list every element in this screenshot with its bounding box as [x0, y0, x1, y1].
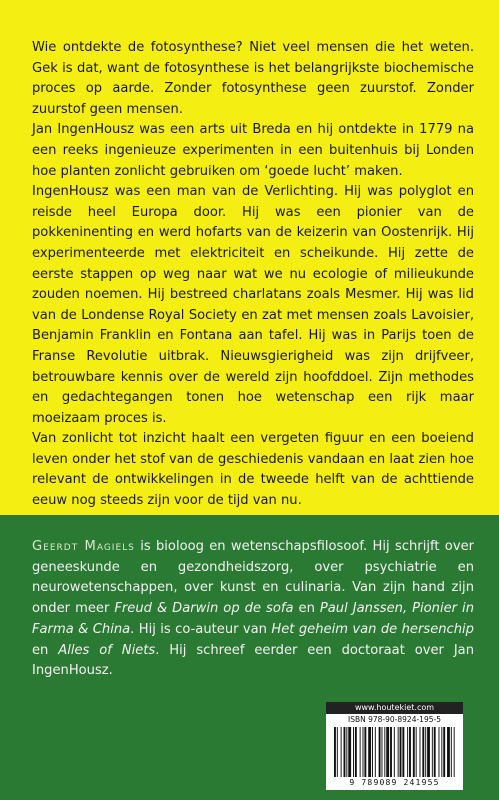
- barcode-stripe: [394, 727, 395, 777]
- author-bio-paragraph: [32, 537, 474, 682]
- bio-text-1: is bioloog en wetenschapsfilosoof. Hij schrijft over geneeskunde en gezondheidszorg, over psychiatrie en neurowetenschappen, over kunst en culinaria. Van zijn hand zijn onder meer: [32, 539, 475, 617]
- barcode-stripe: [416, 727, 417, 777]
- barcode-stripe: [386, 727, 389, 777]
- barcode-stripe: [348, 727, 351, 777]
- book-title-1: Freud & Darwin op de sofa: [114, 601, 294, 617]
- book-title-4: Alles of Niets: [58, 642, 156, 658]
- summary-paragraph-3: IngenHousz was een man van de Verlichting. Hij was polyglot en reisde heel Europa door. Hij was een pionier van de pokkeninenting en werd hofarts van de keizerin van Oostenrijk. Hij experimenteerde met elektriciteit en scheikunde. Hij zette de eerste stappen op weg naar wat we nu ecologie of milieukunde zouden noemen. Hij bestreed charlatans zoals Mesmer. Hij was lid van de Londense Royal Society en zat met mensen zoals Lavoisier, Benjamin Franklin en Fontana aan tafel. Hij was in Parijs toen de Franse Revolutie uitbrak. Nieuwsgierigheid was zijn drijfveer, betrouwbare kennis over de wereld zijn hoofddoel. Zijn methodes en gedachtegangen tonen hoe wetenschap een rijk maar moeizaam proces is.: [32, 184, 474, 426]
- barcode-digits: 9 789089 241955: [349, 778, 440, 787]
- barcode-stripe: [355, 727, 357, 777]
- barcode-stripe: [390, 727, 392, 777]
- summary-paragraph-1: Wie ontdekte de fotosynthese? Niet veel mensen die het weten. Gek is dat, want de fotosynthese is het belangrijkste biochemische proces op aarde. Zonder fotosynthese geen zuurstof. Zonder zuurstof geen mensen.: [32, 40, 474, 117]
- barcode-stripe: [447, 727, 450, 777]
- barcode-stripe: [337, 727, 338, 777]
- author-bio: [32, 537, 474, 682]
- barcode-stripe: [346, 727, 347, 777]
- barcode-stripe: [409, 727, 411, 777]
- barcode-stripe: [375, 727, 376, 777]
- author-name: Geerdt Magiels: [32, 539, 135, 554]
- barcode-stripe: [353, 727, 354, 777]
- book-title-3: Het geheim van de hersenchip: [271, 621, 474, 637]
- barcode-stripe: [364, 727, 366, 777]
- isbn-number: ISBN 978-90-8924-195-5: [348, 715, 441, 724]
- barcode-stripe: [382, 727, 383, 777]
- barcode-stripe: [439, 727, 440, 777]
- barcode-stripe: [451, 727, 452, 777]
- barcode-stripe: [413, 727, 415, 777]
- book-title-2: Paul Janssen, Pionier in Farma & China: [32, 601, 474, 637]
- barcode-stripe: [427, 727, 430, 777]
- bio-text-2: en: [293, 601, 320, 617]
- barcode-stripe: [372, 727, 373, 777]
- barcode-stripe: [368, 727, 371, 777]
- barcode-stripe: [432, 727, 433, 777]
- summary-paragraph-2: Jan IngenHousz was een arts uit Breda en hij ontdekte in 1779 na een reeks ingenieuze experimenten in een buitenhuis bij Londen hoe planten zonlicht gebruiken om ‘goede lucht’ maken.: [32, 122, 474, 179]
- barcode-stripe: [407, 727, 408, 777]
- barcode-stripe: [441, 727, 442, 777]
- barcode-label: [326, 702, 463, 790]
- barcode-stripe: [398, 727, 399, 777]
- barcode-stripe: [443, 727, 445, 777]
- summary-paragraph-4: Van zonlicht tot inzicht haalt een vergeten figuur en een boeiend leven onder het stof van de geschiedenis vandaan en laat zien hoe relevant de ontwikkelingen in de tweede helft van de achttiende eeuw nog steeds zijn voor de tijd van nu.: [32, 431, 474, 509]
- barcode-stripe: [363, 727, 364, 777]
- barcode-stripe: [334, 727, 336, 777]
- barcode-stripe: [422, 727, 424, 777]
- bio-text-4: en: [32, 642, 59, 658]
- barcode-stripe: [379, 727, 381, 777]
- barcode-stripe: [360, 727, 361, 777]
- barcode-bars: [332, 727, 457, 777]
- barcode-stripe: [434, 727, 436, 777]
- barcode-graphic: [332, 727, 457, 777]
- barcode-stripe: [425, 727, 426, 777]
- summary-text: [32, 38, 474, 512]
- barcode-stripe: [384, 727, 385, 777]
- barcode-stripe: [344, 727, 346, 777]
- bio-text-3: . Hij is co-auteur van: [130, 621, 272, 637]
- barcode-stripe: [400, 727, 402, 777]
- barcode-stripe: [341, 727, 342, 777]
- barcode-stripe: [454, 727, 455, 777]
- bio-text-5: . Hij schreef eerder een doctoraat over Jan IngenHousz.: [32, 642, 475, 679]
- publisher-url: www.houtekiet.com: [326, 702, 463, 714]
- barcode-stripe: [402, 727, 404, 777]
- barcode-stripe: [420, 727, 421, 777]
